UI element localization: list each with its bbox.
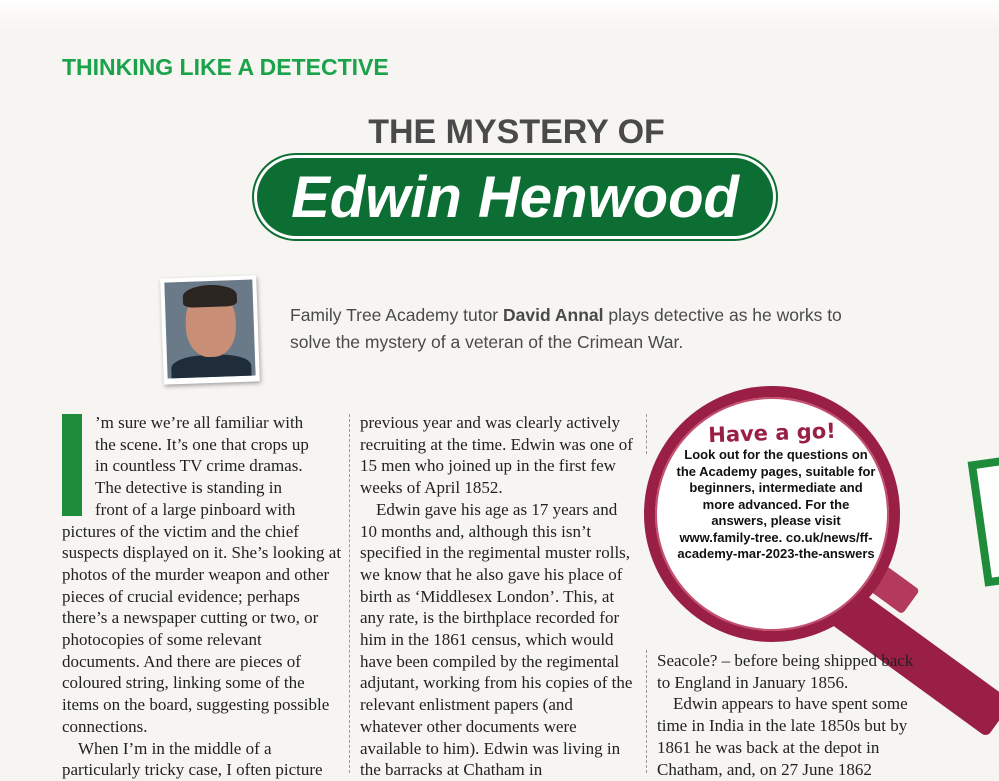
- green-frame-decoration: [968, 451, 999, 586]
- author-photo: [160, 275, 260, 384]
- col3-paragraph-2: Edwin appears to have spent some time in India in the late 1850s but by 1861 he was back at the depot in Chatham, and, on 27 June 1862: [657, 694, 908, 779]
- col2-paragraph-2: Edwin gave his age as 17 years and 10 months and, although this isn’t specified in the regimental muster rolls, we know that he also gave his place of birth as ‘Middlesex London’. This, at any rate, is the birthplace recorded for him in the 1861 census, which would have been compiled by the regimental adjutant, working from his copies of the relevant enlistment papers (and whatever other documents were available to him). Edwin was living in the barracks at Chatham in: [360, 499, 633, 780]
- col1-line: The detective is standing in: [95, 478, 282, 498]
- col1-line: ’m sure we’re all familiar with: [95, 413, 304, 432]
- section-label: THINKING LIKE A DETECTIVE: [62, 54, 389, 80]
- col1-paragraph: pictures of the victim and the chief suspects displayed on it. She’s looking at photos of the murder weapon and other pieces of crucial evidence; perhaps there’s a newspaper cutting or two, or photocopies of some relevant documents. And there are pieces of coloured string, linking some of the items on the board, suggesting possible connections.: [62, 521, 342, 736]
- column-divider: [646, 650, 647, 773]
- col3-paragraph-1: Seacole? – before being shipped back to England in January 1856.: [657, 651, 914, 692]
- standfirst-intro: Family Tree Academy tutor: [290, 305, 503, 325]
- torn-paper-edge: [0, 0, 999, 30]
- col1-line: the scene. It’s one that crops up: [95, 434, 309, 454]
- col1-line: front of a large pinboard with: [95, 499, 296, 519]
- article-column-3: [657, 650, 921, 780]
- have-a-go-text: Look out for the questions on the Academy pages, suitable for beginners, intermediate and more advanced. For the answers, please visit www.family-tree. co.uk/news/ff-academy-mar-2023-the-answers: [676, 447, 876, 561]
- author-name: David Annal: [503, 305, 604, 325]
- col1-paragraph-2: When I’m in the middle of a particularly tricky case, I often picture: [62, 738, 323, 780]
- have-a-go-heading: Have a go!: [707, 418, 837, 448]
- column-divider: [349, 414, 350, 773]
- standfirst: [290, 302, 850, 356]
- col1-line: in countless TV crime dramas.: [95, 456, 303, 476]
- article-column-1: [62, 412, 342, 781]
- col2-paragraph-1: previous year and was clearly actively recruiting at the time. Edwin was one of 15 men who joined up in the first few weeks of April 1852.: [360, 413, 633, 498]
- title-line-2: Edwin Henwood: [291, 165, 739, 230]
- title-line-1: THE MYSTERY OF: [368, 113, 665, 151]
- standfirst-rest: plays detective as he works to solve the mystery of a veteran of the Crimean War.: [290, 305, 842, 352]
- article-column-2: [360, 412, 636, 781]
